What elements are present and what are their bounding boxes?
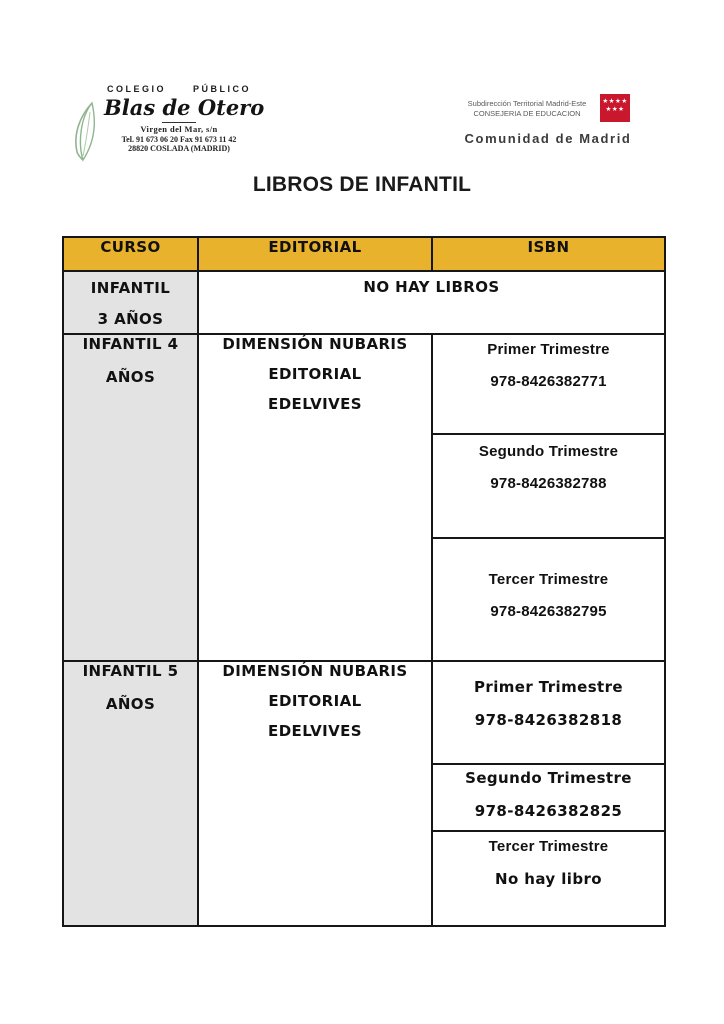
trimestre-label: Primer Trimestre [474, 678, 623, 696]
madrid-flag-icon [600, 94, 630, 122]
school-city: 28820 COSLADA (MADRID) [128, 144, 230, 153]
curso-line: AÑOS [105, 695, 156, 713]
header-editorial: EDITORIAL [198, 237, 432, 271]
school-type-label: COLEGIO PÚBLICO [106, 84, 251, 94]
leaf-icon [70, 100, 108, 162]
trimestre-label: Segundo Trimestre [465, 769, 632, 787]
row-infantil-4-t1 [63, 334, 665, 434]
header-curso: CURSO [63, 237, 198, 271]
flag-stars-row2: ★★★ [605, 105, 625, 113]
curso-line: INFANTIL 4 [82, 335, 179, 353]
page-title: LIBROS DE INFANTIL [252, 173, 472, 196]
trimestre-label: Tercer Trimestre [488, 838, 609, 855]
cell-editorial-infantil-4 [198, 334, 432, 661]
school-logo [68, 84, 265, 154]
curso-line: INFANTIL 5 [82, 662, 179, 680]
isbn-value: 978-8426382795 [490, 603, 607, 620]
isbn-value: 978-8426382771 [490, 373, 607, 390]
trimestre-label: Primer Trimestre [487, 341, 610, 358]
cell-no-hay-libros: NO HAY LIBROS [198, 271, 665, 334]
editorial-line: EDELVIVES [268, 395, 362, 413]
cell-curso-infantil-4 [63, 334, 198, 661]
madrid-wordmark: Comunidad de Madrid [464, 131, 632, 146]
curso-line: AÑOS [105, 368, 156, 386]
books-table [62, 236, 666, 927]
curso-line: 3 AÑOS [97, 310, 164, 328]
isbn-value: 978-8426382818 [474, 711, 623, 729]
school-address: Virgen del Mar, s/n [140, 124, 218, 134]
row-infantil-5-t1 [63, 661, 665, 764]
school-name: Blas de Otero [104, 95, 265, 120]
editorial-line: DIMENSIÓN NUBARIS [222, 335, 408, 353]
trimestre-label: Segundo Trimestre [478, 443, 619, 460]
table-header-row [63, 237, 665, 271]
editorial-line: EDITORIAL [268, 365, 362, 383]
school-phone: Tel. 91 673 06 20 Fax 91 673 11 42 [121, 134, 237, 144]
cell-isbn-i5-segundo [432, 764, 665, 831]
cell-curso-infantil-3 [63, 271, 198, 334]
madrid-consejeria-label: CONSEJERIA DE EDUCACION [473, 109, 581, 118]
flag-stars-row1: ★★★★ [602, 98, 628, 105]
cell-isbn-i4-primer [432, 334, 665, 434]
row-infantil-3 [63, 271, 665, 334]
school-divider [162, 122, 196, 123]
cell-isbn-i5-tercer [432, 831, 665, 926]
no-book-note: No hay libro [495, 870, 602, 888]
madrid-logo [460, 94, 636, 146]
isbn-value: 978-8426382825 [474, 802, 623, 820]
trimestre-label: Tercer Trimestre [488, 571, 609, 588]
editorial-line: EDITORIAL [268, 692, 362, 710]
cell-curso-infantil-5 [63, 661, 198, 926]
header-isbn: ISBN [432, 237, 665, 271]
editorial-line: EDELVIVES [268, 722, 362, 740]
madrid-subdireccion-label: Subdirección Territorial Madrid-Este [467, 99, 587, 108]
cell-isbn-i4-tercer [432, 538, 665, 661]
editorial-line: DIMENSIÓN NUBARIS [222, 662, 408, 680]
cell-isbn-i5-primer [432, 661, 665, 764]
curso-line: INFANTIL [90, 279, 171, 297]
isbn-value: 978-8426382788 [490, 475, 607, 492]
cell-editorial-infantil-5 [198, 661, 432, 926]
cell-isbn-i4-segundo [432, 434, 665, 538]
